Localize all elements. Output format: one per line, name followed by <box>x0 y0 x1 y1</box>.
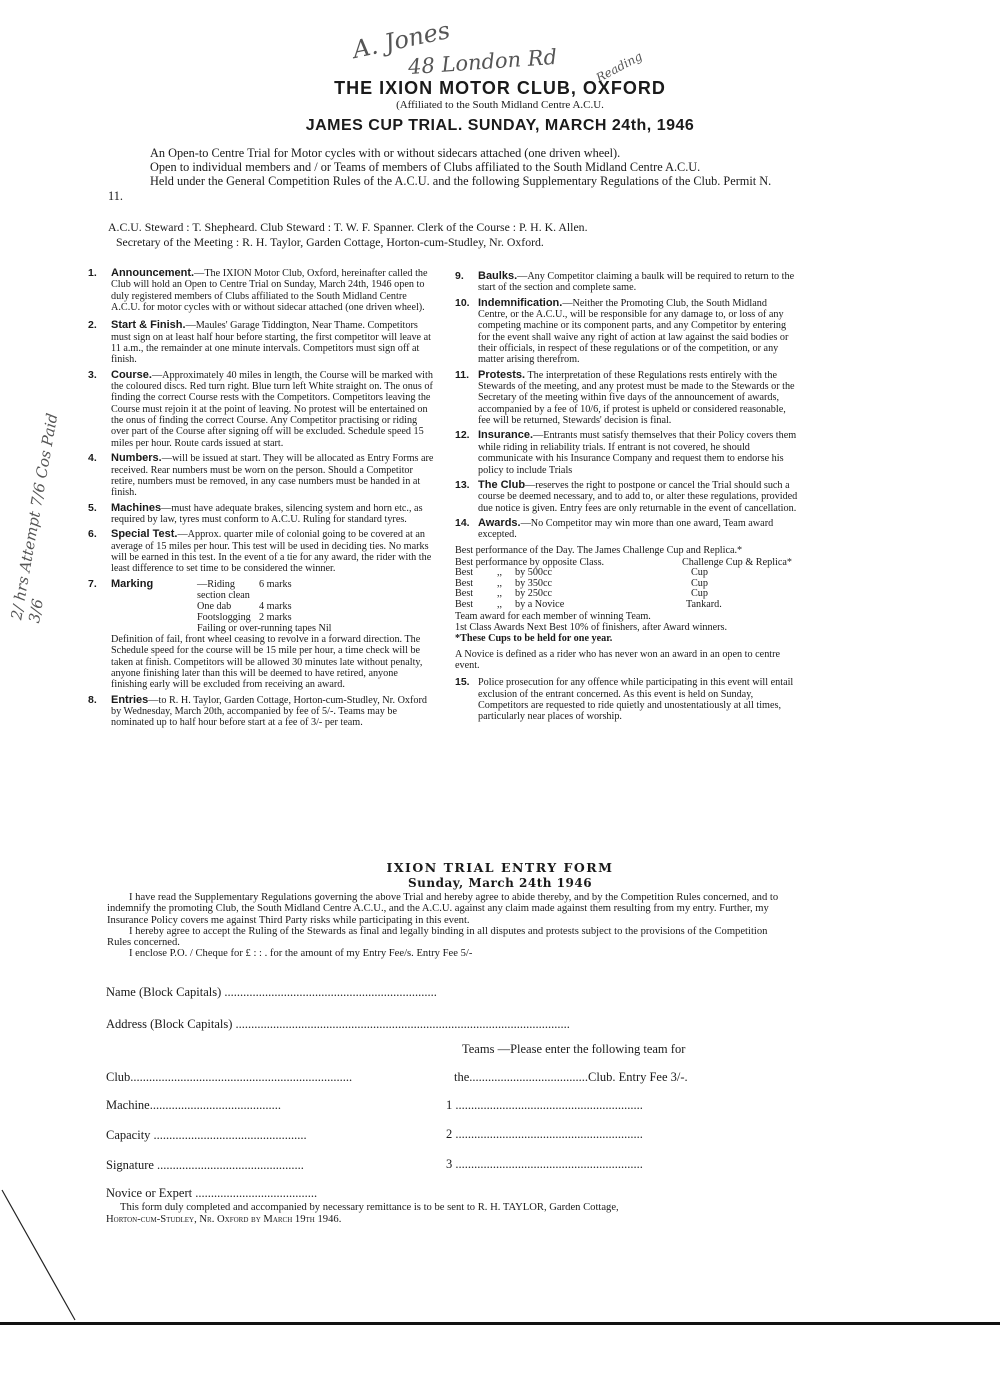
handwritten-address: 48 London Rd <box>407 44 558 80</box>
section-number: 2. <box>88 319 97 332</box>
intro-p2: Open to individual members and / or Teams of members of Clubs affiliated to the South Midland Centre A.C.U. <box>150 160 701 175</box>
award-cell: Tankard. <box>686 599 722 611</box>
section-body: —Maules' Garage Tiddington, Near Thame. Competitors must sign on at least half hour before starting, the first competitor will leave at 11 a.m., the remainder at one minute intervals. Competitors must sign off at finish. <box>111 320 431 366</box>
award-cell: by a Novice <box>515 599 565 611</box>
section-12 <box>455 430 798 475</box>
officials-line1: A.C.U. Steward : T. Shepheard. Club Steward : T. W. F. Spanner. Clerk of the Course : P. H. K. Allen. <box>108 220 588 234</box>
section-body: —must have adequate brakes, silencing system and horn etc., as required by law, tyres must conform to A.C.U. Ruling for standard tyres. <box>111 502 423 525</box>
section-body: —No Competitor may win more than one award, Team award excepted. <box>478 517 774 541</box>
section-1 <box>88 268 434 313</box>
section-title: Numbers. <box>111 452 162 465</box>
declaration-p2: I hereby agree to accept the Ruling of the Stewards as final and legally binding in all disputes and protests subject to the provisions of the Competition Rules concerned. <box>107 925 768 949</box>
section-number: 5. <box>88 501 97 514</box>
section-title: Baulks. <box>478 270 518 282</box>
address-field[interactable]: Address (Block Capitals) ........................................................................................................... <box>106 1017 570 1031</box>
machine-field[interactable]: Machine.......................................... <box>106 1098 281 1112</box>
section-body: The interpretation of these Regulations rests entirely with the Stewards of the meeting, and any protest must be made to the Stewards or the Secretary of the meeting within five days of the announcement of awards, accompanied by a fee of 10/6, if protest is upheld or considered reasonable, fee will be returned, Stewards' decision is final. <box>478 369 795 427</box>
section-number: 8. <box>88 693 97 706</box>
section-body: —to R. H. Taylor, Garden Cottage, Horton-cum-Studley, Nr. Oxford by Wednesday, March 20th, accompanied by fee of 5/-. Teams may be nominated up to half hour before start at a fee of 3/- per team. <box>111 694 427 729</box>
section-body: —Entrants must satisfy themselves that their Policy covers them while riding in reliability trials. If entrant is not covered, he should communicate with his Insurance Company and request them to endorse his policy to include Trials <box>478 430 797 476</box>
section-number: 10. <box>455 296 470 309</box>
section-title: Awards. <box>478 516 521 529</box>
officials-line2: Secretary of the Meeting : R. H. Taylor, Garden Cottage, Horton-cum-Studley, Nr. Oxford. <box>116 234 544 249</box>
award-cell: ,, <box>497 588 503 600</box>
award-cell: by 500cc <box>515 567 553 579</box>
section-11 <box>455 370 798 427</box>
team-member-1-field[interactable]: 1 ............................................................ <box>446 1098 643 1112</box>
section-body: Police prosecution for any offence while participating in this event will entail exclusion of the entrant concerned. As this event is held on Sunday, Competitors are requested to ride quietly and unostentatiously at all times, particularly near places of worship. <box>478 677 794 723</box>
entry-form-title: IXION TRIAL ENTRY FORM <box>386 860 614 875</box>
awards-first-class: 1st Class Awards Next Best 10% of finishers, after Award winners. <box>455 621 728 633</box>
footer-line2: Horton-cum-Studley, Nr. Oxford by March 19th 1946. <box>106 1213 342 1225</box>
section-body: Definition of fail, front wheel ceasing to revolve in a forward direction. The Schedule speed for the course will be 15 mile per hour, a time check will be taken at finish. Competitors will be allowed 30 minutes late without penalty, anyone finishing later than this will be deemed to have retired, anyone finishing early will be excluded from receiving an award. <box>111 633 423 691</box>
section-number: 7. <box>88 577 97 590</box>
signature-field[interactable]: Signature ............................................... <box>106 1158 304 1172</box>
declaration-p1: I have read the Supplementary Regulations governing the above Trial and hereby agree to abide thereby, and by the Competition Rules concerned, and to indemnify the promoting Club, the South Midland Centre A.C.U., and the A.C.U. against any claim made against them resulting from my entry. Further, my Insurance Policy covers me against Third Party risks while participating in this event. <box>107 892 779 926</box>
section-number: 9. <box>455 270 464 282</box>
marking-value: 2 marks <box>259 611 292 623</box>
section-body: —Neither the Promoting Club, the South Midland Centre, or the A.C.U., will be responsible for any damage to, or loss of any competing machine or its component parts, and any Competitor by entering for the event shall waive any right of action at law against the said bodies or their officials, in respect of these regulations or of the competition, or any matter arising therefrom. <box>478 297 789 366</box>
section-13 <box>455 480 798 514</box>
capacity-field[interactable]: Capacity ................................................. <box>106 1128 307 1142</box>
section-2 <box>88 320 434 365</box>
section-number: 15. <box>455 676 470 689</box>
section-body: —The IXION Motor Club, Oxford, hereinafter called the Club will hold an Open to Centre Trial on Sunday, March 24th, 1946 open to duly registered members of Clubs affiliated to the South Midland Centre A.C.U. for motor cycles with or without sidecar attached (one driven wheel). <box>111 268 428 314</box>
club-field[interactable]: Club....................................................................... <box>106 1070 353 1084</box>
awards-cups-note: *These Cups to be held for one year. <box>455 633 613 645</box>
section-title: Course. <box>111 368 152 381</box>
award-cell: Cup <box>691 588 708 600</box>
section-body: —Approximately 40 miles in length, the Course will be marked with the coloured discs. Red turn right. Blue turn left White straight on. The onus of finding the correct Course rests with the Competitors. Competitors leaving the Course must rejoin it at the point of leaving. No protest will be entertained on the onus of finding the correct Course. Any Competitor practising or riding over part of the Course after signing off will be excluded. Schedule speed 15 miles per hour. Route cards issued at start. <box>111 369 433 449</box>
name-field[interactable]: Name (Block Capitals) .................................................................... <box>106 985 437 999</box>
section-title: Indemnification. <box>478 296 563 309</box>
event-title: JAMES CUP TRIAL. SUNDAY, MARCH 24th, 1946 <box>305 117 695 134</box>
marking-item: Failing or over-running tapes <box>197 622 316 634</box>
marking-value: 6 marks <box>259 578 292 590</box>
awards-best-day: Best performance of the Day. The James Challenge Cup and Replica.* <box>455 544 743 556</box>
section-number: 1. <box>88 267 97 279</box>
teams-instruction: Teams —Please enter the following team for <box>462 1042 686 1056</box>
marking-item: One dab <box>197 600 232 612</box>
marking-value: Nil <box>318 622 332 634</box>
marking-value: 4 marks <box>259 600 292 612</box>
award-cell: by 350cc <box>515 577 553 589</box>
declaration-p3: I enclose P.O. / Cheque for £ : : . for the amount of my Entry Fee/s. Entry Fee 5/- <box>129 948 473 960</box>
section-number: 3. <box>88 368 97 381</box>
section-7 <box>88 579 434 691</box>
section-number: 12. <box>455 429 470 442</box>
award-cell: Best <box>455 577 474 589</box>
section-9 <box>455 271 798 294</box>
award-cell: Best <box>455 588 474 600</box>
marking-fail-row <box>111 623 434 634</box>
awards-class-label: Best performance by opposite Class. <box>455 556 605 568</box>
section-number: 13. <box>455 478 470 491</box>
marking-table <box>111 579 434 623</box>
intro-block <box>108 146 788 203</box>
regulations-left-column <box>88 268 434 733</box>
intro-p3: Held under the General Competition Rules of the A.C.U. and the following Supplementary Regulations of the Club. Permit N. 11. <box>108 174 772 203</box>
awards-class-heading <box>455 557 798 568</box>
scan-corner-artifact <box>0 1180 80 1330</box>
section-title: Start & Finish. <box>111 319 186 332</box>
scan-edge-line <box>0 1322 1000 1325</box>
section-title: Machines <box>111 501 162 514</box>
entry-declaration <box>107 892 779 960</box>
section-title: Announcement. <box>111 267 195 279</box>
club-title: THE IXION MOTOR CLUB, OXFORD <box>334 78 666 98</box>
award-cell: Cup <box>691 577 708 589</box>
club-affiliation: (Affiliated to the South Midland Centre A.C.U. <box>396 99 604 111</box>
award-cell: Best <box>455 567 474 579</box>
section-number: 6. <box>88 528 97 541</box>
section-body: —will be issued at start. They will be allocated as Entry Forms are received. Rear numbers must be worn on the person. Should a Competitor retire, numbers must be removed, in any case numbers must be handed in at finish. <box>111 453 434 499</box>
marking-item: Footslogging <box>197 611 251 623</box>
section-body: —Any Competitor claiming a baulk will be required to return to the start of the section and complete same. <box>478 271 795 294</box>
section-title: Marking <box>111 577 154 590</box>
section-body: —reserves the right to postpone or cancel the Trial should such a course be deemed necessary, and to add to, or alter these regulations, provided due notice is given. Entry fees are only returnable in the event of cancellation. <box>478 479 798 514</box>
award-cell: by 250cc <box>515 588 553 600</box>
award-cell: ,, <box>497 567 503 579</box>
marking-item: —Riding section clean <box>197 578 250 601</box>
awards-class-prize: Challenge Cup & Replica* <box>681 556 792 568</box>
officials-block <box>108 220 788 249</box>
section-title: Protests. <box>478 368 526 381</box>
section-10 <box>455 298 798 366</box>
section-15 <box>455 677 798 722</box>
intro-p1: An Open-to Centre Trial for Motor cycles with or without sidecars attached (one driven wheel). <box>150 146 621 160</box>
handwritten-margin-note: 2/ hrs Attempt 7/6 Cos Paid 3/6 <box>7 411 62 625</box>
section-title: Insurance. <box>478 429 534 442</box>
section-body: —Approx. quarter mile of colonial going to be covered at an average of 15 miles per hour. This test will be used in deciding ties. No marks will be earned in this test. In the event of a tie for any award, the rider with the least difference to set time to be considered the winner. <box>111 529 432 575</box>
team-member-3-field[interactable]: 3 ............................................................ <box>446 1157 643 1171</box>
footer-line1: This form duly completed and accompanied by necessary remittance is to be sent to R. H. TAYLOR, Garden Cottage, <box>120 1202 619 1213</box>
awards-team: Team award for each member of winning Team. <box>455 610 651 622</box>
award-cell: Cup <box>691 567 708 579</box>
section-title: Entries <box>111 693 149 706</box>
team-member-2-field[interactable]: 2 ............................................................ <box>446 1127 643 1141</box>
award-cell: ,, <box>497 577 503 589</box>
award-cell: ,, <box>497 599 503 611</box>
section-14 <box>455 518 798 541</box>
section-6 <box>88 529 434 574</box>
section-number: 11. <box>455 368 470 381</box>
section-title: The Club <box>478 478 526 491</box>
regulations-right-column <box>455 271 798 727</box>
section-number: 4. <box>88 452 97 465</box>
handwritten-name: A. Jones <box>350 16 453 64</box>
award-cell: Best <box>455 599 474 611</box>
section-4 <box>88 453 434 498</box>
awards-table <box>455 568 798 610</box>
handwritten-town: Reading <box>593 49 645 85</box>
team-club-field[interactable]: the......................................Club. Entry Fee 3/-. <box>454 1070 688 1084</box>
novice-or-expert-field[interactable]: Novice or Expert ....................................... <box>106 1186 318 1200</box>
section-number: 14. <box>455 516 470 529</box>
entry-form-subtitle: Sunday, March 24th 1946 <box>407 876 593 890</box>
section-5 <box>88 503 434 526</box>
entry-form-footer <box>106 1202 778 1225</box>
section-title: Special Test. <box>111 528 178 541</box>
section-3 <box>88 370 434 449</box>
section-8 <box>88 695 434 729</box>
awards-novice-note: A Novice is defined as a rider who has never won an award in an open to centre event. <box>455 648 781 671</box>
